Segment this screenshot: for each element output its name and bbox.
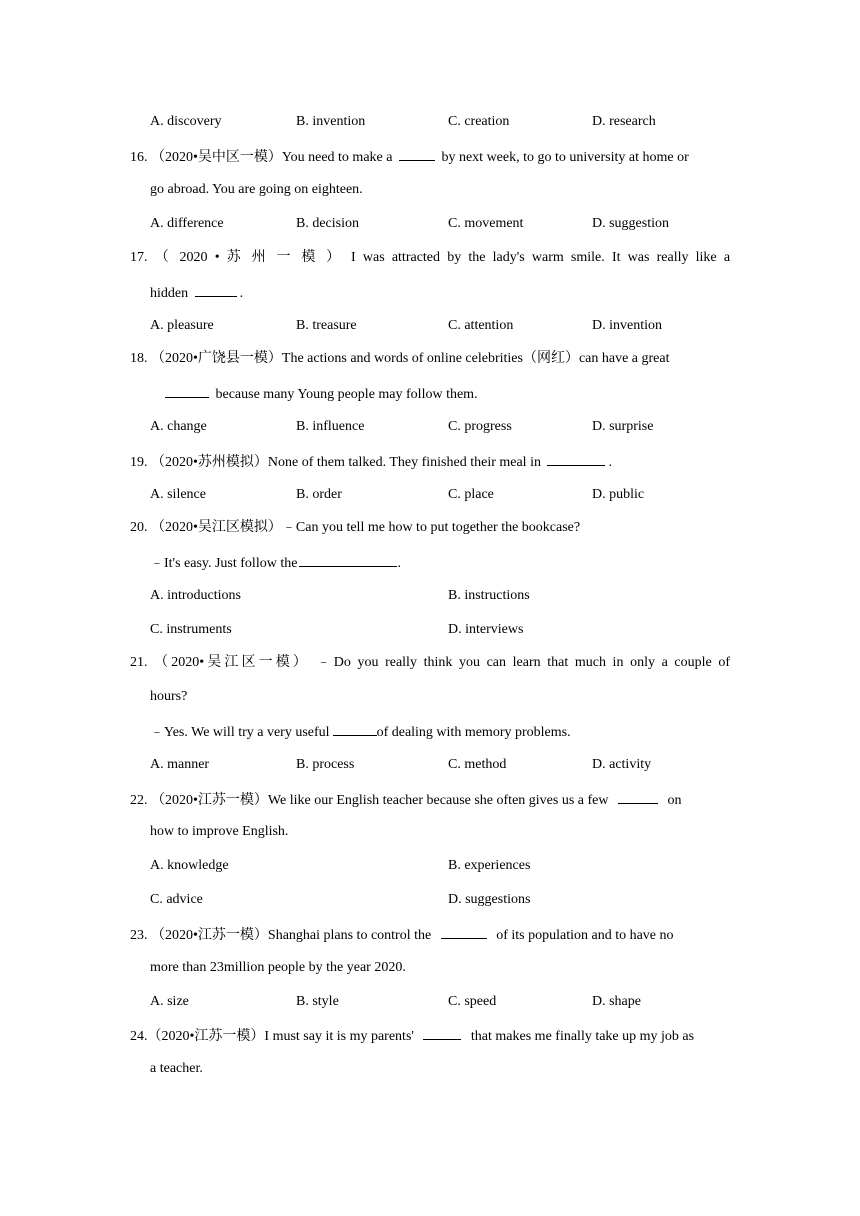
q21-option-c: C. method xyxy=(448,757,507,772)
answer-blank xyxy=(165,384,209,398)
question-text: You need to make a xyxy=(281,150,393,165)
q21-option-a: A. manner xyxy=(150,757,210,772)
question-22-stem xyxy=(130,790,730,810)
answer-blank xyxy=(423,1026,461,1040)
q20-option-a: A. introductions xyxy=(150,588,241,603)
q15-option-d: D. research xyxy=(592,114,656,129)
q18-option-d: D. surprise xyxy=(592,419,654,434)
question-23-line2: more than 23million people by the year 2020. xyxy=(150,960,406,975)
q22-option-a: A. knowledge xyxy=(150,858,229,873)
question-text: I was attracted by the lady's warm smile. It was really like a xyxy=(351,250,731,265)
q20-option-b: B. instructions xyxy=(448,588,530,603)
question-text: on xyxy=(667,793,682,808)
q16-option-d: D. suggestion xyxy=(592,216,669,231)
q23-option-d: D. shape xyxy=(592,994,641,1009)
question-text: . xyxy=(239,286,244,301)
answer-blank xyxy=(618,790,658,804)
question-text: of its population and to have no xyxy=(496,928,674,943)
question-text: ﹣Can you tell me how to put together the bookcase? xyxy=(281,520,581,535)
question-text: None of them talked. They finished their meal in xyxy=(267,455,541,470)
q19-option-b: B. order xyxy=(296,487,342,502)
question-number: 20. xyxy=(130,520,148,535)
q18-option-b: B. influence xyxy=(296,419,365,434)
question-18-line2 xyxy=(165,384,745,404)
question-17-line2 xyxy=(150,283,730,303)
q22-option-b: B. experiences xyxy=(448,858,531,873)
answer-blank xyxy=(441,925,487,939)
q16-option-a: A. difference xyxy=(150,216,224,231)
q20-option-c: C. instruments xyxy=(150,622,232,637)
question-number: 24. xyxy=(130,1029,148,1044)
question-number: 22. xyxy=(130,793,148,808)
question-text: hidden xyxy=(150,286,189,301)
question-text: by next week, to go to university at home or xyxy=(441,150,689,165)
q16-option-b: B. decision xyxy=(296,216,359,231)
question-21-line3 xyxy=(150,722,730,742)
q22-option-c: C. advice xyxy=(150,892,203,907)
question-text: . xyxy=(608,455,612,470)
question-text: I must say it is my parents' xyxy=(264,1029,414,1044)
q15-option-a: A. discovery xyxy=(150,114,222,129)
q15-option-c: C. creation xyxy=(448,114,510,129)
q19-option-c: C. place xyxy=(448,487,494,502)
answer-blank xyxy=(547,452,605,466)
question-text: . xyxy=(397,556,401,571)
question-24-stem xyxy=(130,1026,730,1046)
question-text: ﹣Yes. We will try a very useful xyxy=(150,725,330,740)
question-number: 21. xyxy=(130,655,148,670)
question-21-stem xyxy=(130,654,730,672)
q17-option-b: B. treasure xyxy=(296,318,357,333)
question-19-stem xyxy=(130,452,730,472)
q23-option-a: A. size xyxy=(150,994,189,1009)
question-16-stem xyxy=(130,147,730,167)
question-text: ﹣It's easy. Just follow the xyxy=(150,556,298,571)
question-text: Shanghai plans to control the xyxy=(267,928,432,943)
question-18-stem xyxy=(130,350,730,368)
question-23-stem xyxy=(130,925,730,945)
q18-option-c: C. progress xyxy=(448,419,512,434)
answer-blank xyxy=(333,722,377,736)
q19-option-d: D. public xyxy=(592,487,645,502)
q21-option-d: D. activity xyxy=(592,757,652,772)
q17-option-d: D. invention xyxy=(592,318,662,333)
answer-blank xyxy=(399,147,435,161)
question-source: （ 2020 • 苏 州 一 模 ） xyxy=(154,250,344,265)
question-21-line2: hours? xyxy=(150,689,188,704)
q22-option-d: D. suggestions xyxy=(448,892,531,907)
question-text: because many Young people may follow them. xyxy=(215,387,478,402)
q17-option-c: C. attention xyxy=(448,318,514,333)
q16-option-c: C. movement xyxy=(448,216,524,231)
question-source: （2020•吴江区模拟） xyxy=(151,520,282,535)
question-20-line2 xyxy=(150,553,730,573)
question-source: （2020•吴江区一模） xyxy=(154,655,310,670)
q23-option-c: C. speed xyxy=(448,994,497,1009)
question-number: 23. xyxy=(130,928,148,943)
question-text: We like our English teacher because she often gives us a few xyxy=(267,793,609,808)
q18-option-a: A. change xyxy=(150,419,207,434)
question-22-line2: how to improve English. xyxy=(150,824,289,839)
answer-blank xyxy=(195,283,237,297)
q20-option-d: D. interviews xyxy=(448,622,524,637)
q19-option-a: A. silence xyxy=(150,487,206,502)
question-number: 17. xyxy=(130,250,148,265)
question-source: （2020•苏州模拟） xyxy=(151,455,268,470)
question-text: of dealing with memory problems. xyxy=(376,725,571,740)
question-number: 19. xyxy=(130,455,148,470)
question-source: （2020•江苏一模） xyxy=(147,1029,265,1044)
question-20-stem xyxy=(130,519,730,537)
question-16-line2: go abroad. You are going on eighteen. xyxy=(150,182,363,197)
q15-option-b: B. invention xyxy=(296,114,366,129)
question-17-stem xyxy=(130,249,730,267)
q17-option-a: A. pleasure xyxy=(150,318,214,333)
question-source: （2020•江苏一模） xyxy=(151,793,268,808)
q23-option-b: B. style xyxy=(296,994,339,1009)
question-text: The actions and words of online celebrities（网红）can have a great xyxy=(281,351,670,366)
question-source: （2020•广饶县一模） xyxy=(151,351,282,366)
question-24-line2: a teacher. xyxy=(150,1061,203,1076)
question-number: 18. xyxy=(130,351,148,366)
question-text: ﹣Do you really think you can learn that much in only a couple of xyxy=(316,655,731,670)
question-source: （2020•吴中区一模） xyxy=(151,150,282,165)
q21-option-b: B. process xyxy=(296,757,355,772)
question-source: （2020•江苏一模） xyxy=(151,928,268,943)
question-number: 16. xyxy=(130,150,148,165)
question-text: that makes me finally take up my job as xyxy=(470,1029,695,1044)
answer-blank xyxy=(299,553,397,567)
